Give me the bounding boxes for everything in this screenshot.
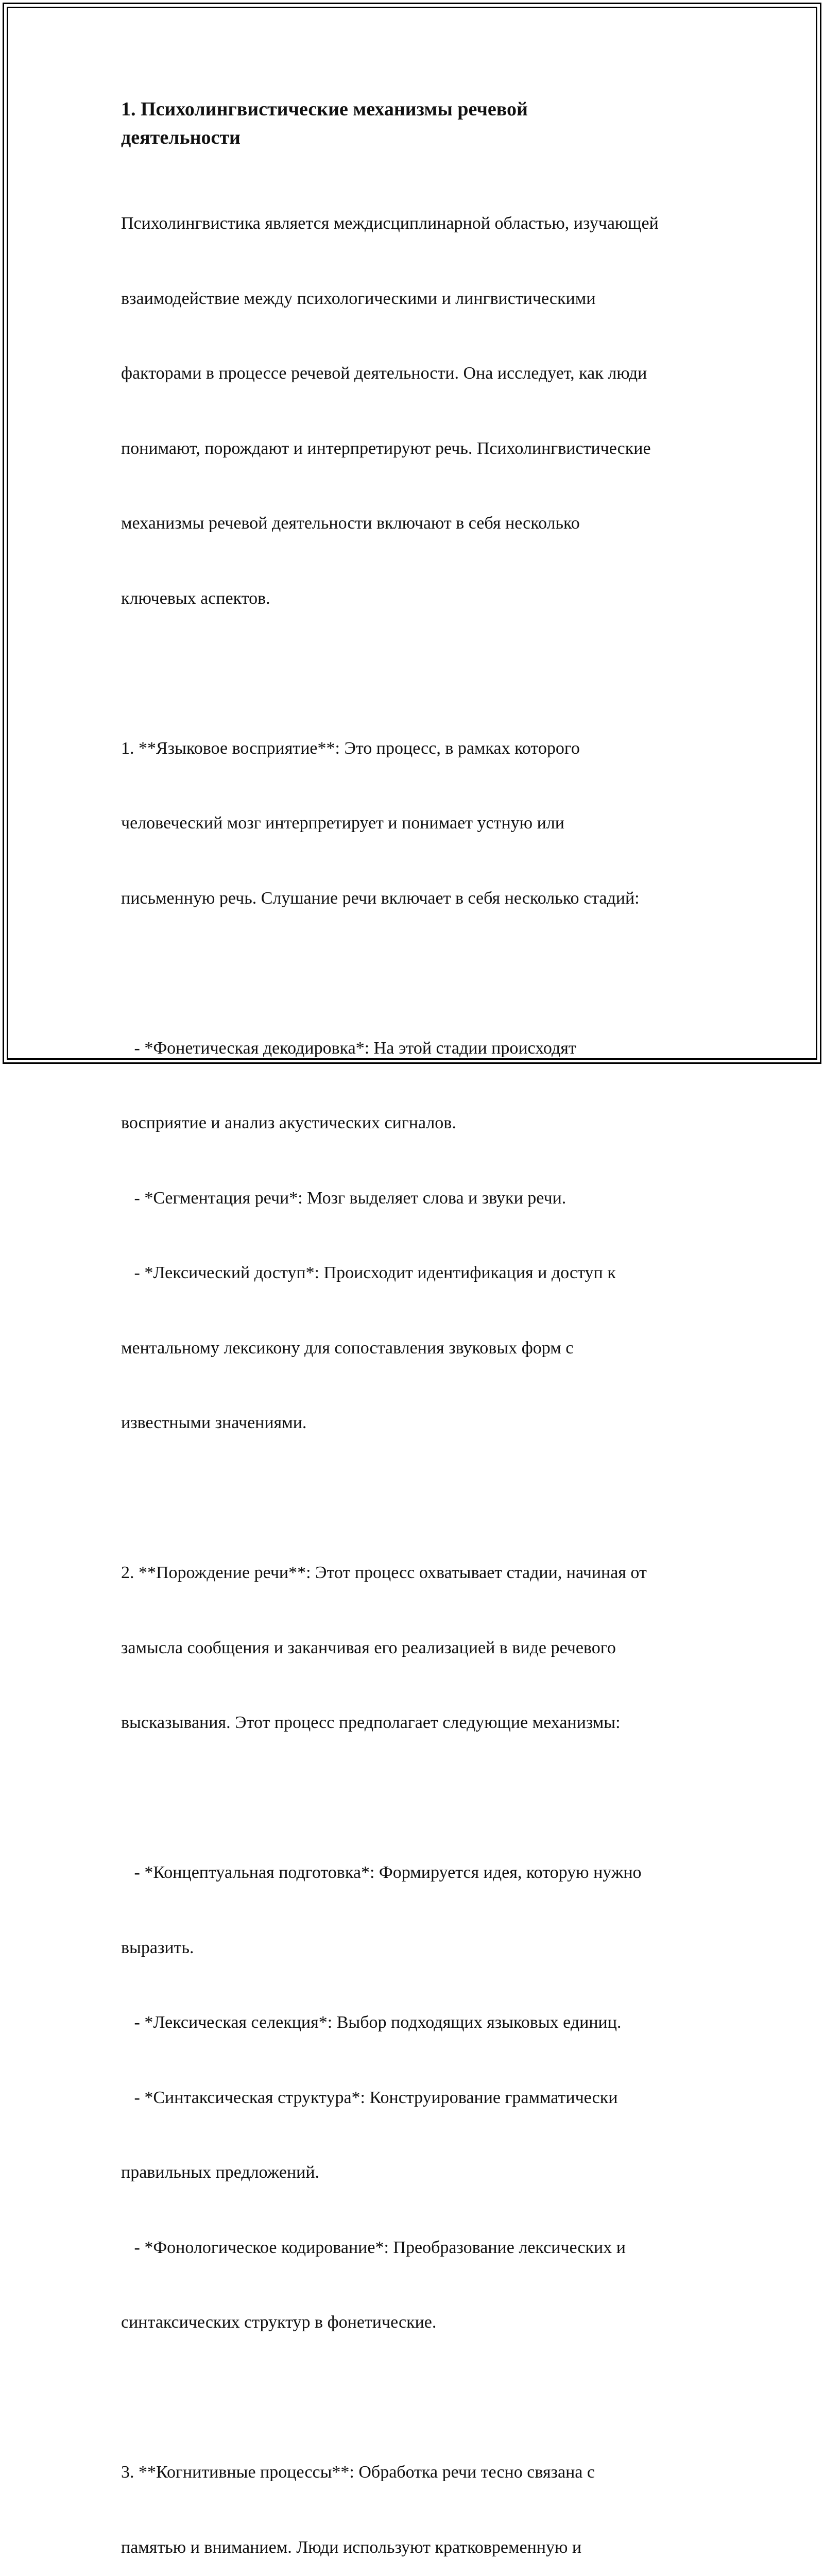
paragraph-gap [121,961,713,986]
text-line: ключевых аспектов. [121,588,270,608]
list-item-production [121,1511,713,1786]
text-line: 2. **Порождение речи**: Этот процесс охватывает стадии, начиная от [121,1563,647,1582]
text-line: понимают, порождают и интерпретируют речь. Психолингвистические [121,438,651,458]
text-line: замысла сообщения и заканчивая его реализацией в виде речевого [121,1638,616,1657]
paragraph-gap [121,2385,713,2411]
text-line: правильных предложений. [121,2163,320,2182]
list-item-perception [121,686,713,961]
text-line: памятью и вниманием. Люди используют кратковременную и [121,2537,582,2557]
text-line: - *Фонетическая декодировка*: На этой стадии происходят [121,1038,576,1058]
text-line: письменную речь. Слушание речи включает в себя несколько стадий: [121,888,640,908]
paragraph-gap [121,1486,713,1511]
text-line: - *Концептуальная подготовка*: Формируется идея, которую нужно [121,1863,642,1882]
text-line: выразить. [121,1938,194,1957]
text-line: - *Лексическая селекция*: Выбор подходящих языковых единиц. [121,2013,622,2032]
list-item-cognitive [121,2410,713,2576]
intro-paragraph [121,161,713,661]
text-line: механизмы речевой деятельности включают в себя несколько [121,514,580,533]
text-line: человеческий мозг интерпретирует и понимает устную или [121,814,564,833]
text-line: высказывания. Этот процесс предполагает следующие механизмы: [121,1713,621,1732]
sublist-perception [121,986,713,1486]
text-line: факторами в процессе речевой деятельности. Она исследует, как люди [121,364,647,383]
text-line: - *Сегментация речи*: Мозг выделяет слова и звуки речи. [121,1188,566,1208]
text-line: восприятие и анализ акустических сигналов. [121,1113,456,1132]
text-line: взаимодействие между психологическими и лингвистическими [121,289,596,308]
text-line: 3. **Когнитивные процессы**: Обработка речи тесно связана с [121,2463,595,2482]
text-line: ментальному лексикону для сопоставления звуковых форм с [121,1338,574,1358]
paragraph-gap [121,661,713,686]
text-line: Психолингвистика является междисциплинарной областью, изучающей [121,214,659,233]
heading-line: деятельности [121,127,241,148]
text-line: синтаксических структур в фонетические. [121,2313,437,2332]
text-line: 1. **Языковое восприятие**: Это процесс, в рамках которого [121,738,580,758]
heading-line: 1. Психолингвистические механизмы речевой [121,98,528,120]
document-page [121,95,713,2576]
text-line: - *Фонологическое кодирование*: Преобразование лексических и [121,2238,626,2257]
sublist-production [121,1810,713,2385]
paragraph-gap [121,1786,713,1811]
text-line: известными значениями. [121,1413,307,1432]
text-line: - *Лексический доступ*: Происходит идентификация и доступ к [121,1263,616,1282]
document-body [121,161,713,2576]
text-line: - *Синтаксическая структура*: Конструирование грамматически [121,2088,618,2107]
section-heading [121,95,713,152]
